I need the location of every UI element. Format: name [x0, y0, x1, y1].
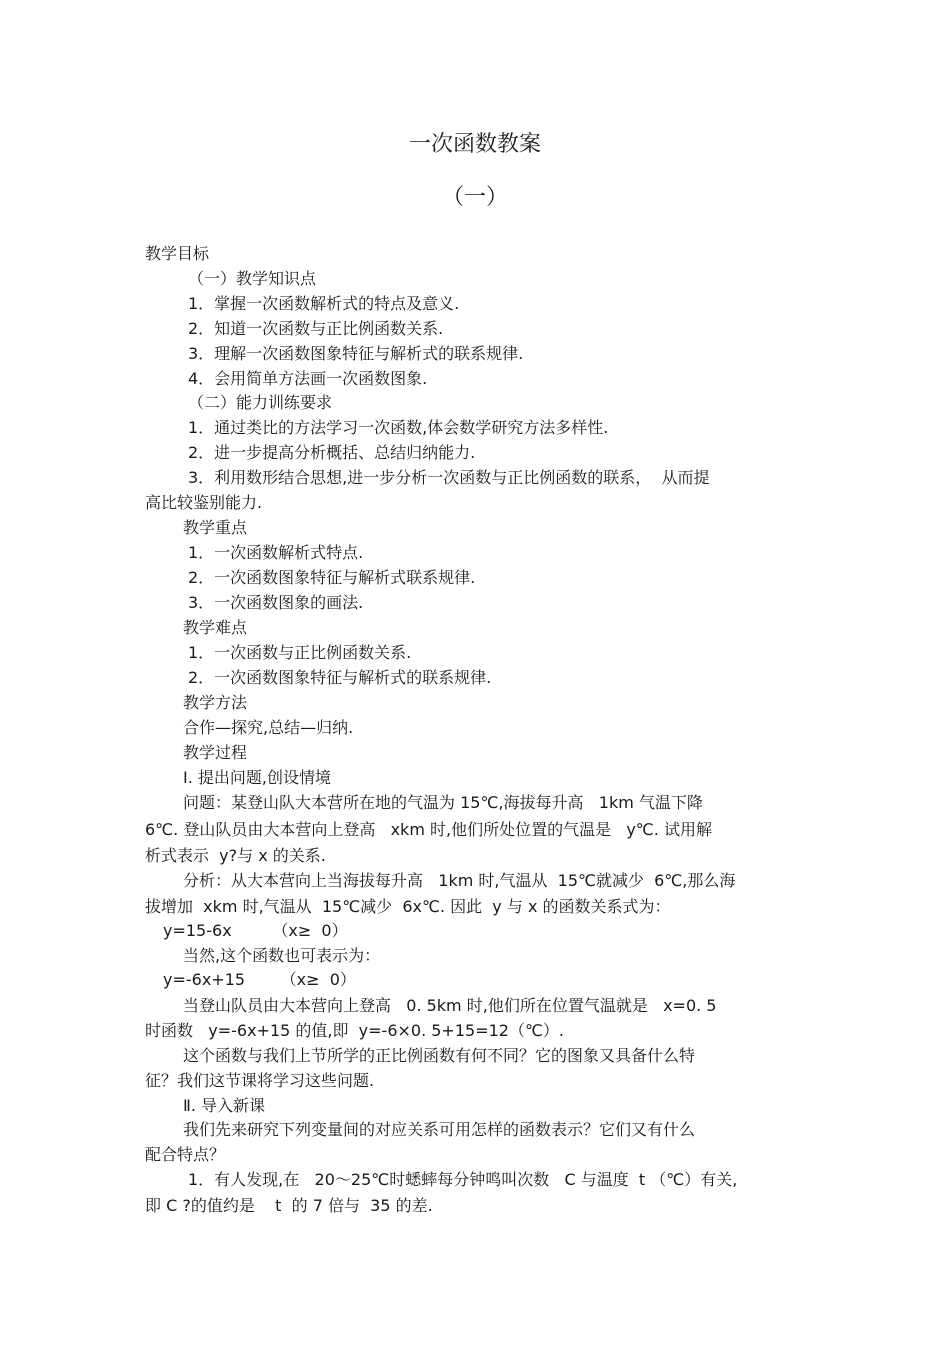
text-line: 2．知道一次函数与正比例函数关系.	[188, 319, 444, 338]
text-line: 1．一次函数解析式特点.	[188, 543, 364, 562]
section-heading-difficulties: 教学难点	[183, 618, 248, 637]
text-line: 即 C ?的值约是 t 的 7 倍与 35 的差.	[145, 1196, 433, 1215]
document-title: 一次函数教案	[408, 132, 541, 157]
section-heading-key-points: 教学重点	[183, 518, 248, 537]
text-line: 1．通过类比的方法学习一次函数,体会数学研究方法多样性.	[188, 418, 609, 437]
section-heading-objectives: 教学目标	[145, 244, 210, 263]
text-line: 析式表示 y?与 x 的关系.	[145, 846, 326, 865]
formula-line: y=15-6x （x≥ 0）	[163, 921, 348, 940]
text-line: 2．进一步提高分析概括、总结归纳能力.	[188, 443, 476, 462]
text-line: 2．一次函数图象特征与解析式的联系规律.	[188, 668, 492, 687]
text-line: 分析：从大本营向上当海拔每升高 1km 时,气温从 15℃就减少 6℃,那么海	[183, 871, 736, 890]
section-heading-process: 教学过程	[183, 743, 248, 762]
text-line: 这个函数与我们上节所学的正比例函数有何不同？它的图象又具备什么特	[183, 1046, 696, 1065]
document-subtitle: （一）	[441, 185, 508, 210]
text-line: 4．会用简单方法画一次函数图象.	[188, 369, 428, 388]
text-line: 当登山队员由大本营向上登高 0. 5km 时,他们所在位置气温就是 x=0. 5	[183, 996, 717, 1015]
text-line: 1．有人发现,在 20～25℃时蟋蟀每分钟鸣叫次数 C 与温度 t （℃）有关,	[188, 1170, 738, 1189]
text-line: 征？我们这节课将学习这些问题.	[145, 1071, 375, 1090]
text-line: 1．掌握一次函数解析式的特点及意义.	[188, 294, 460, 313]
text-line: 1．一次函数与正比例函数关系.	[188, 643, 412, 662]
subheading-part-1: Ⅰ. 提出问题,创设情境	[183, 768, 331, 787]
subheading-part-2: Ⅱ. 导入新课	[183, 1096, 266, 1115]
text-line: 当然,这个函数也可表示为：	[183, 946, 381, 965]
text-line: 时函数 y=-6x+15 的值,即 y=-6×0. 5+15=12（℃）.	[145, 1021, 565, 1040]
text-line: 2．一次函数图象特征与解析式联系规律.	[188, 568, 476, 587]
formula-line: y=-6x+15 （x≥ 0）	[163, 970, 356, 989]
subheading-ability: （二）能力训练要求	[188, 393, 333, 412]
text-line: 合作—探究,总结—归纳.	[183, 718, 354, 737]
section-heading-method: 教学方法	[183, 693, 248, 712]
text-line: 问题：某登山队大本营所在地的气温为 15℃,海拔每升高 1km 气温下降	[183, 793, 703, 812]
subheading-knowledge: （一）教学知识点	[188, 269, 317, 288]
text-line: 配合特点？	[145, 1145, 226, 1164]
text-line: 3．一次函数图象的画法.	[188, 593, 364, 612]
text-line: 高比较鉴别能力.	[145, 493, 263, 512]
text-line: 我们先来研究下列变量间的对应关系可用怎样的函数表示？它们又有什么	[183, 1120, 696, 1139]
text-line: 拔增加 xkm 时,气温从 15℃减少 6x℃. 因此 y 与 x 的函数关系式为：	[145, 897, 671, 916]
text-line: 6℃. 登山队员由大本营向上登高 xkm 时,他们所处位置的气温是 y℃. 试用解	[145, 820, 712, 839]
text-line: 3．利用数形结合思想,进一步分析一次函数与正比例函数的联系， 从而提	[188, 468, 710, 487]
text-line: 3．理解一次函数图象特征与解析式的联系规律.	[188, 344, 524, 363]
